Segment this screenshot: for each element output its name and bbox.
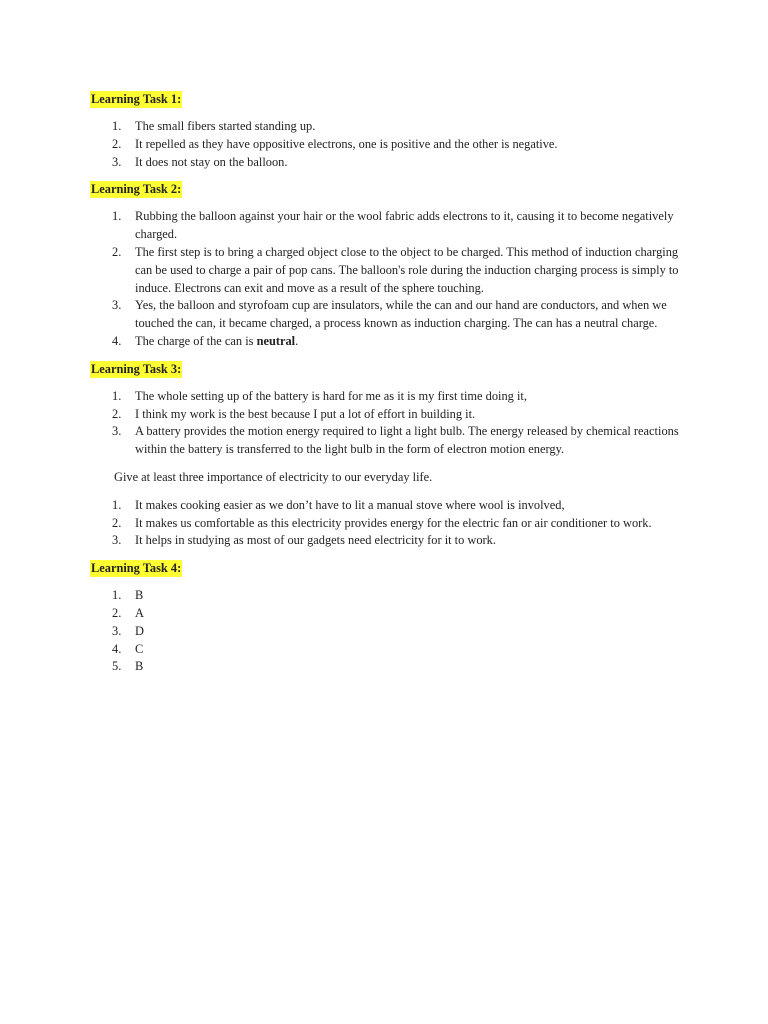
electricity-importance-list [90,497,690,550]
list-item: 4. C [112,641,144,656]
list-item: 2. It repelled as they have oppositive electrons, one is positive and the other is negative. [112,136,558,151]
task-1-heading: Learning Task 1: [91,92,182,106]
list-item: 2. The first step is to bring a charged object close to the object to be charged. This method of induction charging can be used to charge a pair of pop cans. The balloon's role during the induction charging process is simply to induce. Electrons can exit and move as a result of the sphere touching. [112,244,679,295]
list-item: 1. It makes cooking easier as we don’t have to lit a manual stove where wool is involved, [112,497,565,512]
list-item: 1. B [112,588,144,603]
list-item: 2. A [112,605,144,620]
task-1-list [90,118,690,171]
list-item: 3. It helps in studying as most of our gadgets need electricity for it to work. [112,533,496,548]
list-item: 4. The charge of the can is neutral. [112,333,299,348]
task-4-list [90,587,690,676]
document-page [90,91,690,676]
task-4-heading: Learning Task 4: [91,561,182,576]
list-item: 1. Rubbing the balloon against your hair or the wool fabric adds electrons to it, causing it to become negatively charged. [112,209,674,242]
task-3-list [90,388,690,459]
list-item: 1. The small fibers started standing up. [112,119,316,133]
task-2-heading: Learning Task 2: [91,182,182,197]
task-3-heading: Learning Task 3: [91,361,182,376]
list-item: 5. B [112,659,144,674]
neutral-emphasis: neutral [256,333,296,348]
list-item: 1. The whole setting up of the battery is hard for me as it is my first time doing it, [112,388,527,403]
task-2-list [90,208,690,350]
list-item: 2. It makes us comfortable as this electricity provides energy for the electric fan or air conditioner to work. [112,515,652,530]
list-item: 3. A battery provides the motion energy required to light a light bulb. The energy released by chemical reactions within the battery is transferred to the light bulb in the form of electron motion energy. [112,424,679,457]
list-item: 3. It does not stay on the balloon. [112,154,288,169]
electricity-prompt: Give at least three importance of electricity to our everyday life. [114,469,433,484]
list-item: 3. D [112,623,144,638]
learning-task-4 [90,560,690,676]
learning-task-1 [90,91,690,171]
list-item: 3. Yes, the balloon and styrofoam cup are insulators, while the can and our hand are conductors, and when we touched the can, it became charged, a process known as induction charging. The can has a neutral charge. [112,298,667,331]
learning-task-3 [90,361,690,550]
list-item: 2. I think my work is the best because I put a lot of effort in building it. [112,406,476,421]
learning-task-2 [90,181,690,350]
